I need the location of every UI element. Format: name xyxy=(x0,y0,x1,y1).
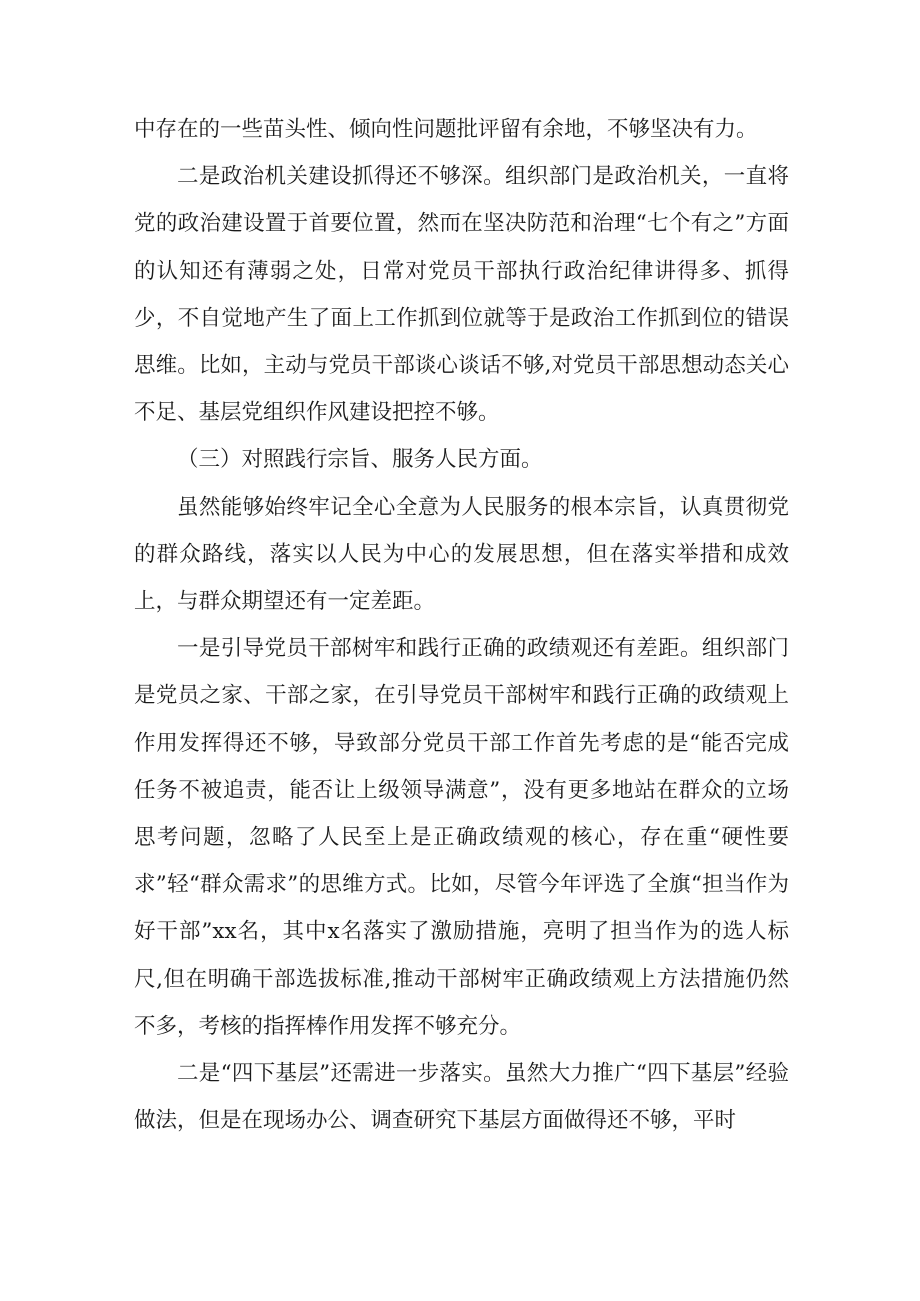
paragraph-continuation: 中存在的一些苗头性、倾向性问题批评留有余地，不够坚决有力。 xyxy=(134,117,758,142)
paragraph-performance-view: 一是引导党员干部树牢和践行正确的政绩观还有差距。组织部门是党员之家、干部之家，在引导党员干部树牢和践行正确的政绩观上作用发挥得还不够，导致部分党员干部工作首先考虑的是“能否完成任务不被追责，能否让上级领导满意”，没有更多地站在群众的立场思考问题，忽略了人民至上是正确政绩观的核心，存在重“硬性要求”轻“群众需求”的思维方式。比如，尽管今年评选了全旗“担当作为好干部”xx名，其中x名落实了激励措施，亮明了担当作为的选人标尺,但在明确干部选拔标准,推动干部树牢正确政绩观上方法措施仍然不多，考核的指挥棒作用发挥不够充分。 xyxy=(134,636,789,1039)
paragraph-political-organ: 二是政治机关建设抓得还不够深。组织部门是政治机关，一直将党的政治建设置于首要位置，然而在坚决防范和治理“七个有之”方面的认知还有薄弱之处，日常对党员干部执行政治纪律讲得多、抓得少，不自觉地产生了面上工作抓到位就等于是政治工作抓到位的错误思维。比如，主动与党员干部谈心谈话不够,对党员干部思想动态关心不足、基层党组织作风建设把控不够。 xyxy=(134,164,789,426)
paragraph-serve-people-intro: 虽然能够始终牢记全心全意为人民服务的根本宗旨，认真贯彻党的群众路线，落实以人民为中心的发展思想，但在落实举措和成效上，与群众期望还有一定差距。 xyxy=(134,494,789,615)
section-heading-serve-people: （三）对照践行宗旨、服务人民方面。 xyxy=(177,447,543,473)
document-body xyxy=(134,106,789,1144)
paragraph-four-grassroots: 二是“四下基层”还需进一步落实。虽然大力推广“四下基层”经验做法，但是在现场办公、调查研究下基层方面做得还不够，平时 xyxy=(134,1061,789,1134)
